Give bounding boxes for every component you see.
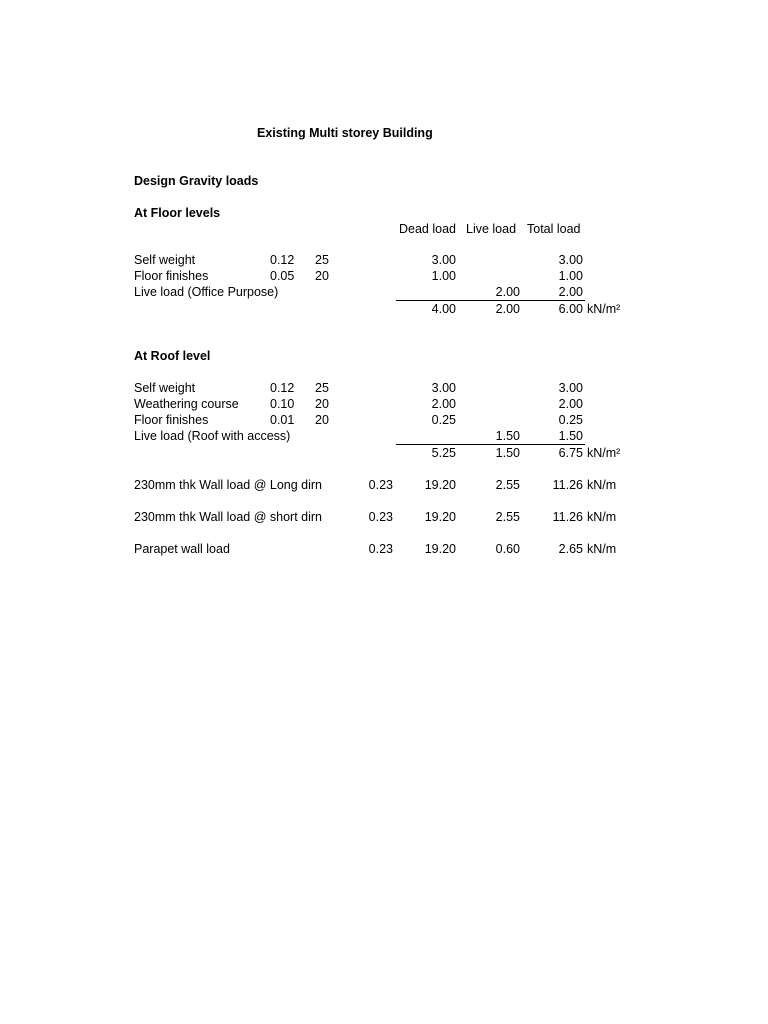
total-load: 6.00 — [558, 302, 583, 316]
row-density: 20 — [315, 269, 329, 283]
row-density: 19.20 — [424, 510, 456, 524]
row-thickness: 0.01 — [270, 413, 295, 427]
total-live-load: 1.50 — [495, 446, 520, 460]
row-label: 230mm thk Wall load @ Long dirn — [134, 478, 323, 492]
row-density: 20 — [315, 397, 329, 411]
floor-heading: At Floor levels — [134, 206, 221, 220]
row-dead-load: 3.00 — [431, 253, 456, 267]
row-live-load: 2.00 — [495, 285, 520, 299]
row-label: Live load (Office Purpose) — [134, 285, 279, 299]
row-total-load: 2.00 — [558, 285, 583, 299]
row-total-load: 1.00 — [558, 269, 583, 283]
row-height: 2.55 — [495, 478, 520, 492]
section-heading: Design Gravity loads — [134, 174, 259, 188]
column-header-total-load: Total load — [527, 222, 581, 236]
column-header-live-load: Live load — [466, 222, 517, 236]
row-thickness: 0.23 — [368, 542, 393, 556]
row-unit: kN/m — [587, 542, 617, 556]
total-dead-load: 4.00 — [431, 302, 456, 316]
total-live-load: 2.00 — [495, 302, 520, 316]
row-density: 19.20 — [424, 542, 456, 556]
row-total-load: 11.26 — [552, 478, 583, 492]
row-total-load: 11.26 — [552, 510, 583, 524]
row-label: Parapet wall load — [134, 542, 230, 556]
row-label: 230mm thk Wall load @ short dirn — [134, 510, 322, 524]
row-dead-load: 0.25 — [431, 413, 456, 427]
row-dead-load: 3.00 — [431, 381, 456, 395]
total-dead-load: 5.25 — [431, 446, 456, 460]
row-thickness: 0.05 — [270, 269, 295, 283]
row-label: Live load (Roof with access) — [134, 429, 291, 443]
row-label: Self weight — [134, 381, 196, 395]
row-unit: kN/m — [587, 510, 617, 524]
row-height: 0.60 — [495, 542, 520, 556]
row-label: Floor finishes — [134, 269, 209, 283]
row-thickness: 0.12 — [270, 381, 295, 395]
total-load: 6.75 — [558, 446, 583, 460]
row-total-load: 2.65 — [558, 542, 583, 556]
row-dead-load: 2.00 — [431, 397, 456, 411]
total-unit: kN/m² — [587, 302, 621, 316]
document-title: Existing Multi storey Building — [257, 126, 433, 140]
row-height: 2.55 — [495, 510, 520, 524]
row-total-load: 3.00 — [558, 381, 583, 395]
row-total-load: 3.00 — [558, 253, 583, 267]
row-total-load: 2.00 — [558, 397, 583, 411]
roof-heading: At Roof level — [134, 349, 211, 363]
row-label: Weathering course — [134, 397, 239, 411]
row-total-load: 1.50 — [558, 429, 583, 443]
row-thickness: 0.12 — [270, 253, 295, 267]
row-total-load: 0.25 — [558, 413, 583, 427]
row-thickness: 0.23 — [368, 478, 393, 492]
row-density: 25 — [315, 381, 329, 395]
row-label: Floor finishes — [134, 413, 209, 427]
total-unit: kN/m² — [587, 446, 621, 460]
row-thickness: 0.23 — [368, 510, 393, 524]
row-density: 25 — [315, 253, 329, 267]
row-dead-load: 1.00 — [431, 269, 456, 283]
row-density: 19.20 — [424, 478, 456, 492]
row-density: 20 — [315, 413, 329, 427]
column-header-dead-load: Dead load — [399, 222, 456, 236]
row-thickness: 0.10 — [270, 397, 295, 411]
row-live-load: 1.50 — [495, 429, 520, 443]
row-label: Self weight — [134, 253, 196, 267]
row-unit: kN/m — [587, 478, 617, 492]
